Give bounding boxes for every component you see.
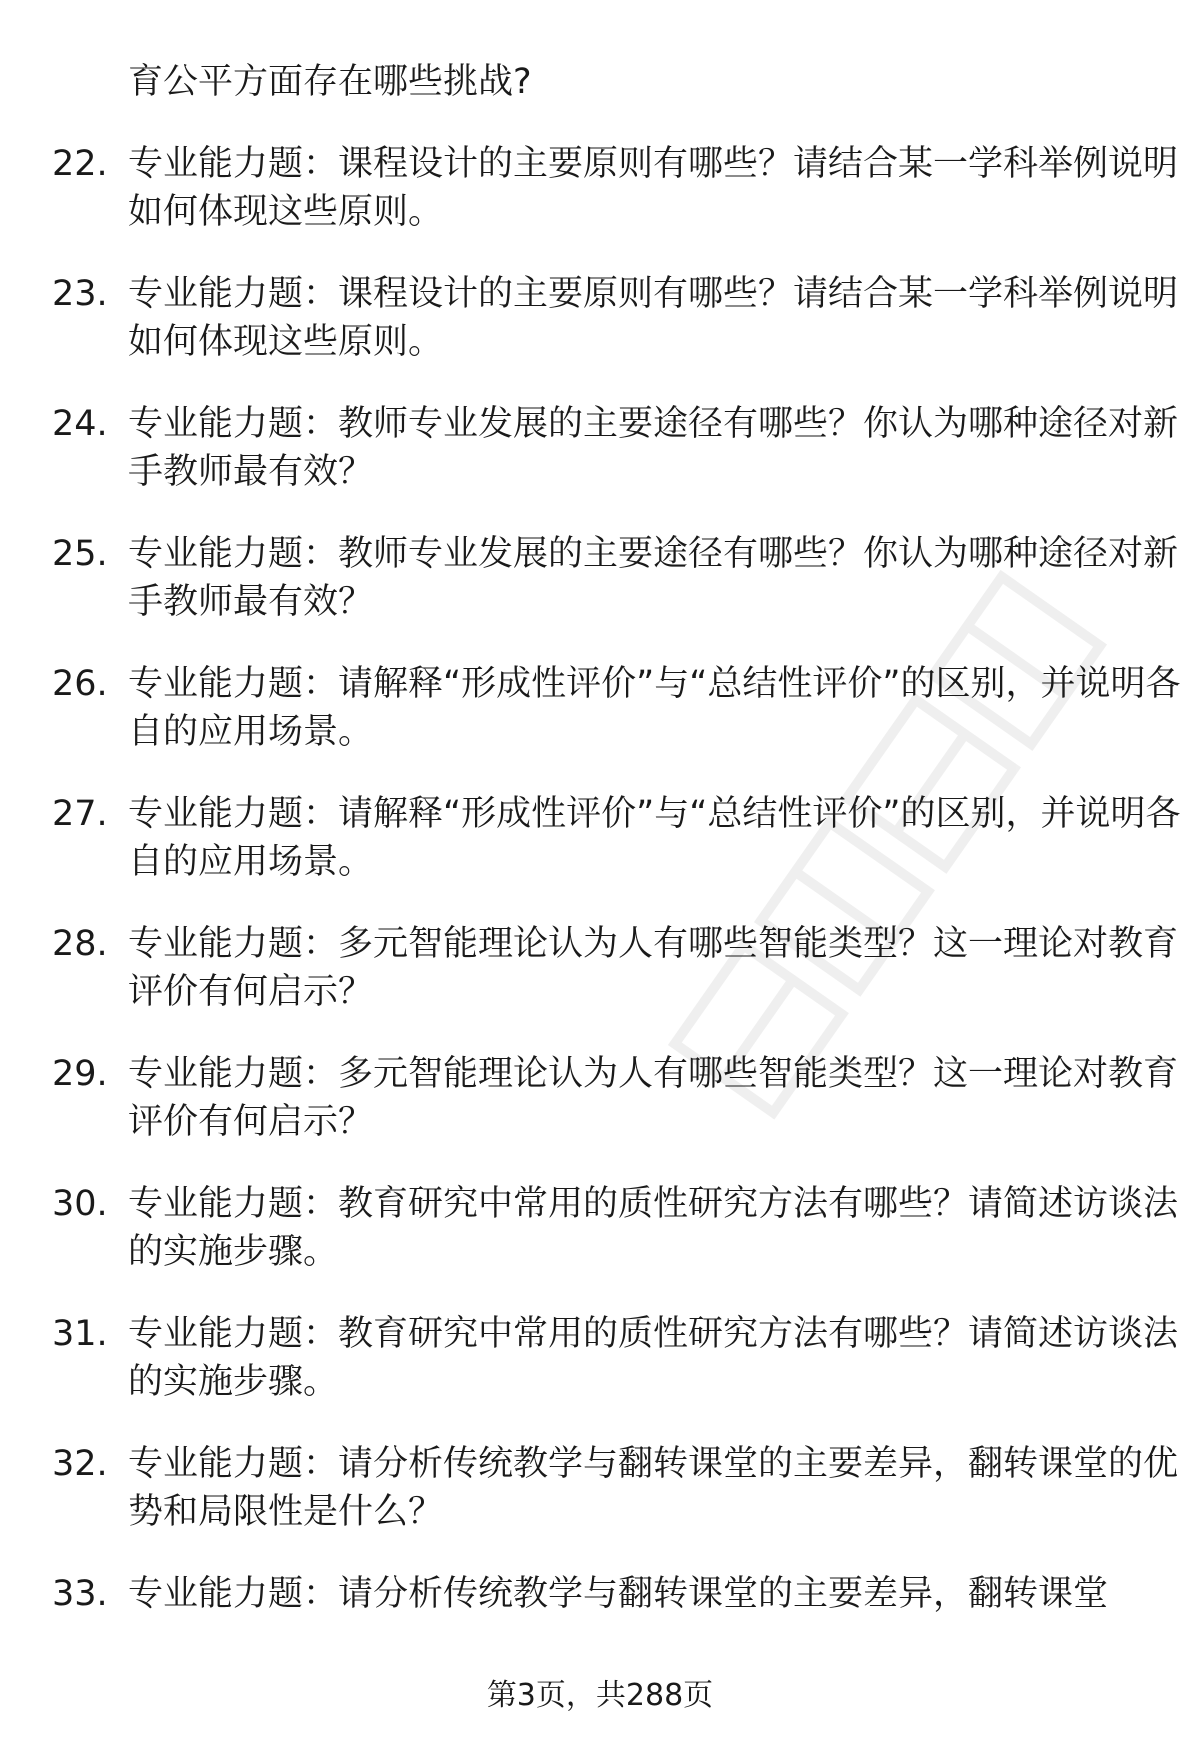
list-item — [52, 1440, 1179, 1536]
page-footer: 第3页，共288页 — [486, 1678, 714, 1713]
list-item — [52, 1050, 1179, 1146]
list-item-number: 31. — [52, 1314, 108, 1354]
list-item-number: 33. — [52, 1574, 108, 1614]
list-item-text: 专业能力题：教师专业发展的主要途径有哪些？你认为哪种途径对新手教师最有效？ — [128, 404, 1179, 492]
list-item-text: 专业能力题：多元智能理论认为人有哪些智能类型？这一理论对教育评价有何启示？ — [128, 1054, 1179, 1142]
list-item-number: 23. — [52, 274, 108, 314]
list-item-number: 25. — [52, 534, 108, 574]
list-item-number: 29. — [52, 1054, 108, 1094]
list-item-text: 专业能力题：教师专业发展的主要途径有哪些？你认为哪种途径对新手教师最有效？ — [128, 534, 1179, 622]
list-item — [52, 1570, 1137, 1618]
question-list — [52, 58, 1181, 1652]
list-item-number: 28. — [52, 924, 108, 964]
list-item-number: 24. — [52, 404, 108, 444]
list-item — [52, 530, 1179, 626]
list-item — [52, 920, 1179, 1016]
list-item-text: 专业能力题：请解释“形成性评价”与“总结性评价”的区别，并说明各自的应用场景。 — [128, 664, 1181, 752]
list-item — [52, 140, 1179, 236]
list-item-text: 专业能力题：请分析传统教学与翻转课堂的主要差异，翻转课堂 — [128, 1574, 1109, 1614]
list-item-text: 专业能力题：教育研究中常用的质性研究方法有哪些？请简述访谈法的实施步骤。 — [128, 1314, 1179, 1402]
list-item-text: 专业能力题：课程设计的主要原则有哪些？请结合某一学科举例说明如何体现这些原则。 — [128, 274, 1179, 362]
list-item-text: 育公平方面存在哪些挑战? — [128, 62, 532, 102]
list-item-text: 专业能力题：课程设计的主要原则有哪些？请结合某一学科举例说明如何体现这些原则。 — [128, 144, 1179, 232]
list-item — [52, 400, 1179, 496]
list-item — [52, 1180, 1179, 1276]
list-item — [52, 1310, 1179, 1406]
list-item-number: 22. — [52, 144, 108, 184]
list-item-number: 27. — [52, 794, 108, 834]
list-item — [52, 270, 1179, 366]
list-item-number: 32. — [52, 1444, 108, 1484]
list-item-continuation — [52, 58, 1137, 106]
list-item-number: 26. — [52, 664, 108, 704]
list-item-number: 30. — [52, 1184, 108, 1224]
list-item-text: 专业能力题：多元智能理论认为人有哪些智能类型？这一理论对教育评价有何启示？ — [128, 924, 1179, 1012]
list-item-text: 专业能力题：请分析传统教学与翻转课堂的主要差异，翻转课堂的优势和局限性是什么？ — [128, 1444, 1179, 1532]
list-item — [52, 790, 1181, 886]
list-item — [52, 660, 1181, 756]
list-item-text: 专业能力题：教育研究中常用的质性研究方法有哪些？请简述访谈法的实施步骤。 — [128, 1184, 1179, 1272]
list-item-text: 专业能力题：请解释“形成性评价”与“总结性评价”的区别，并说明各自的应用场景。 — [128, 794, 1181, 882]
